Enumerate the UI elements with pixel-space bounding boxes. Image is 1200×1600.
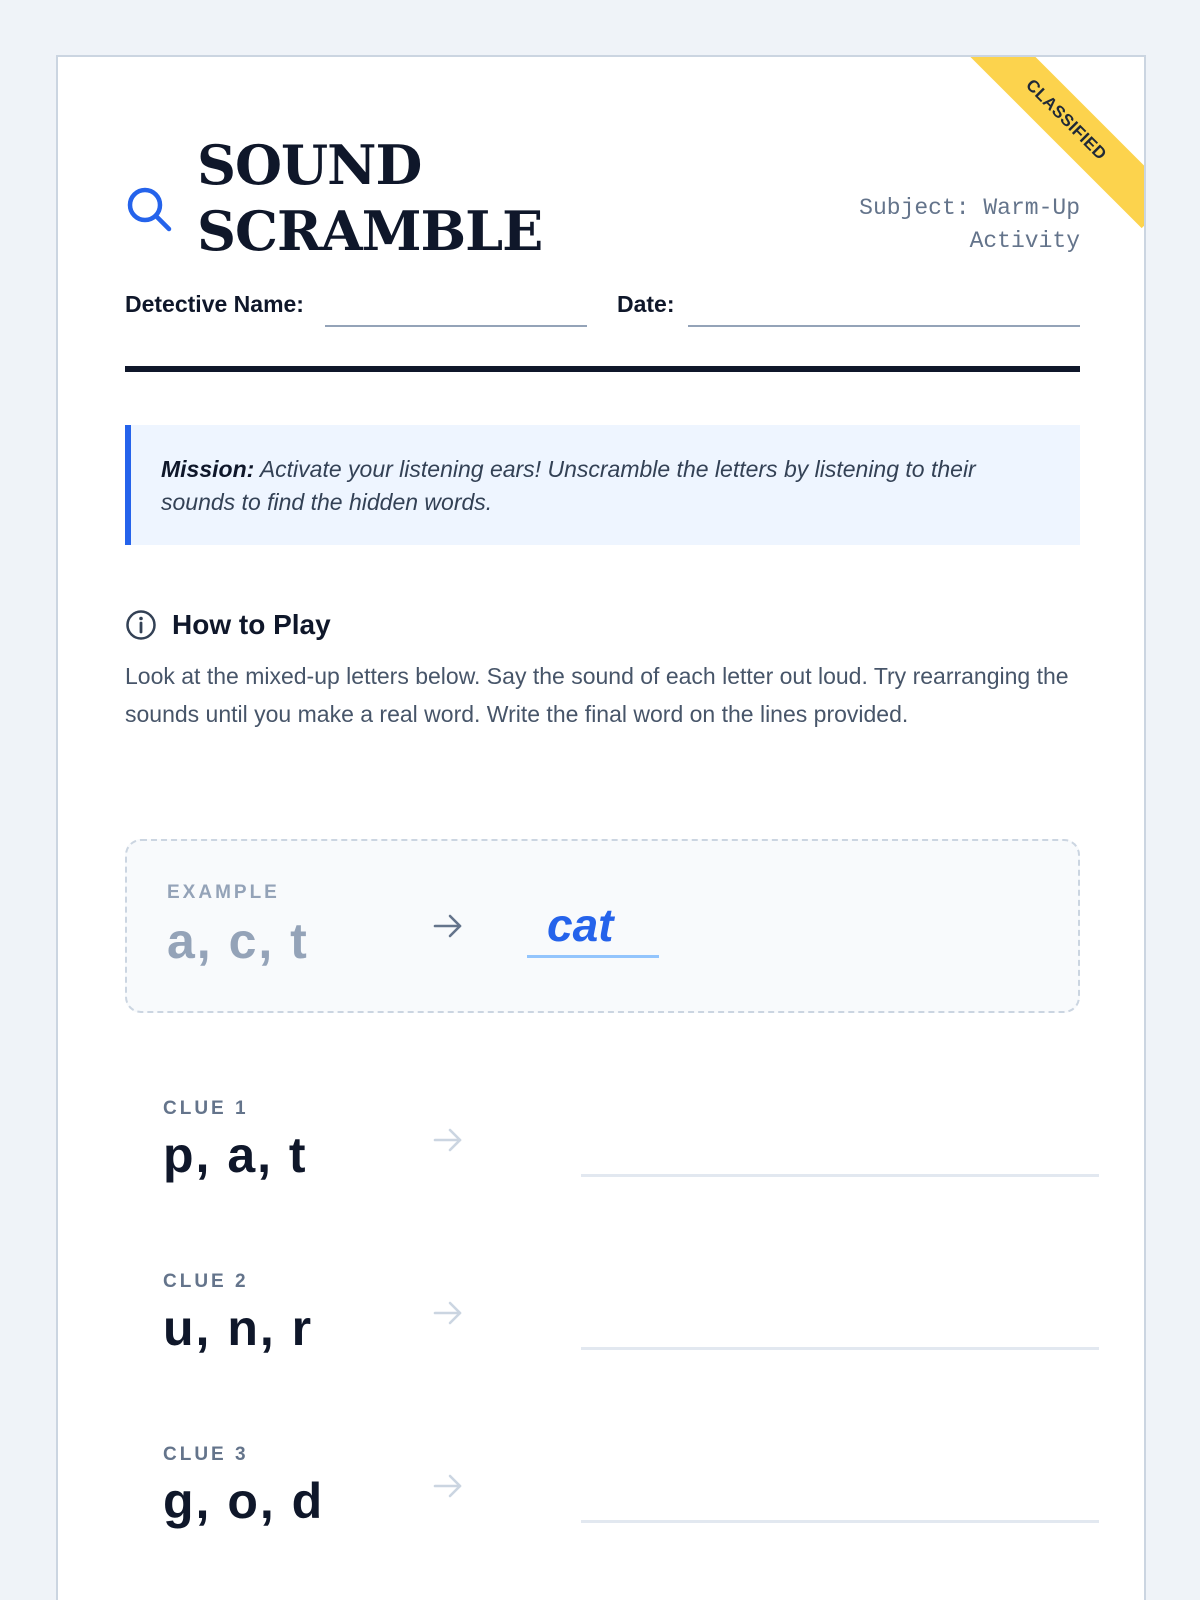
detective-name-label: Detective Name: <box>125 291 304 317</box>
student-fields <box>125 289 1080 329</box>
mission-callout <box>125 425 1080 545</box>
mission-label: Mission: <box>161 456 255 482</box>
mission-text: Activate your listening ears! Unscramble the letters by listening to their sounds to find the hidden words. <box>161 456 976 515</box>
how-to-play-text: Look at the mixed-up letters below. Say the sound of each letter out loud. Try rearranging the sounds until you make a real word. Write the final word on the lines provided. <box>125 663 1069 727</box>
clue-row <box>163 1443 1023 1553</box>
clue-row <box>163 1270 1023 1380</box>
subject-line-2: Activity <box>969 228 1080 254</box>
date-label: Date: <box>617 291 675 317</box>
clue-answer-field[interactable] <box>581 1347 1099 1350</box>
date-field[interactable] <box>688 325 1080 327</box>
clue-row <box>163 1097 1023 1207</box>
example-letters: a, c, t <box>167 913 309 969</box>
page-title <box>197 132 542 264</box>
info-icon <box>125 609 157 641</box>
detective-name-field[interactable] <box>325 325 587 327</box>
title-line-1: SOUND <box>197 133 422 197</box>
header-divider <box>125 366 1080 372</box>
worksheet <box>56 55 1146 1600</box>
how-to-play-title: How to Play <box>172 609 331 640</box>
example-answer: cat <box>547 899 614 951</box>
clue-answer-field[interactable] <box>581 1520 1099 1523</box>
subject-label <box>820 192 1080 258</box>
clue-answer-field[interactable] <box>581 1174 1099 1177</box>
search-icon <box>125 185 175 235</box>
subject-line-1: Subject: Warm-Up <box>859 195 1080 221</box>
clue-label: CLUE 2 <box>163 1271 249 1292</box>
clue-label: CLUE 1 <box>163 1098 249 1119</box>
clue-letters: u, n, r <box>163 1300 314 1356</box>
arrow-right-icon <box>431 1296 465 1330</box>
classified-ribbon: CLASSIFIED <box>958 55 1146 228</box>
example-answer-line <box>527 955 659 958</box>
worksheet-header <box>125 132 1080 262</box>
arrow-right-icon <box>431 1123 465 1157</box>
title-line-2: SCRAMBLE <box>197 199 543 263</box>
example-card <box>125 839 1080 1013</box>
clue-letters: p, a, t <box>163 1127 308 1183</box>
example-label: EXAMPLE <box>167 882 280 903</box>
clue-label: CLUE 3 <box>163 1444 249 1465</box>
clue-letters: g, o, d <box>163 1473 325 1529</box>
arrow-right-icon <box>431 1469 465 1503</box>
arrow-right-icon <box>431 909 465 943</box>
